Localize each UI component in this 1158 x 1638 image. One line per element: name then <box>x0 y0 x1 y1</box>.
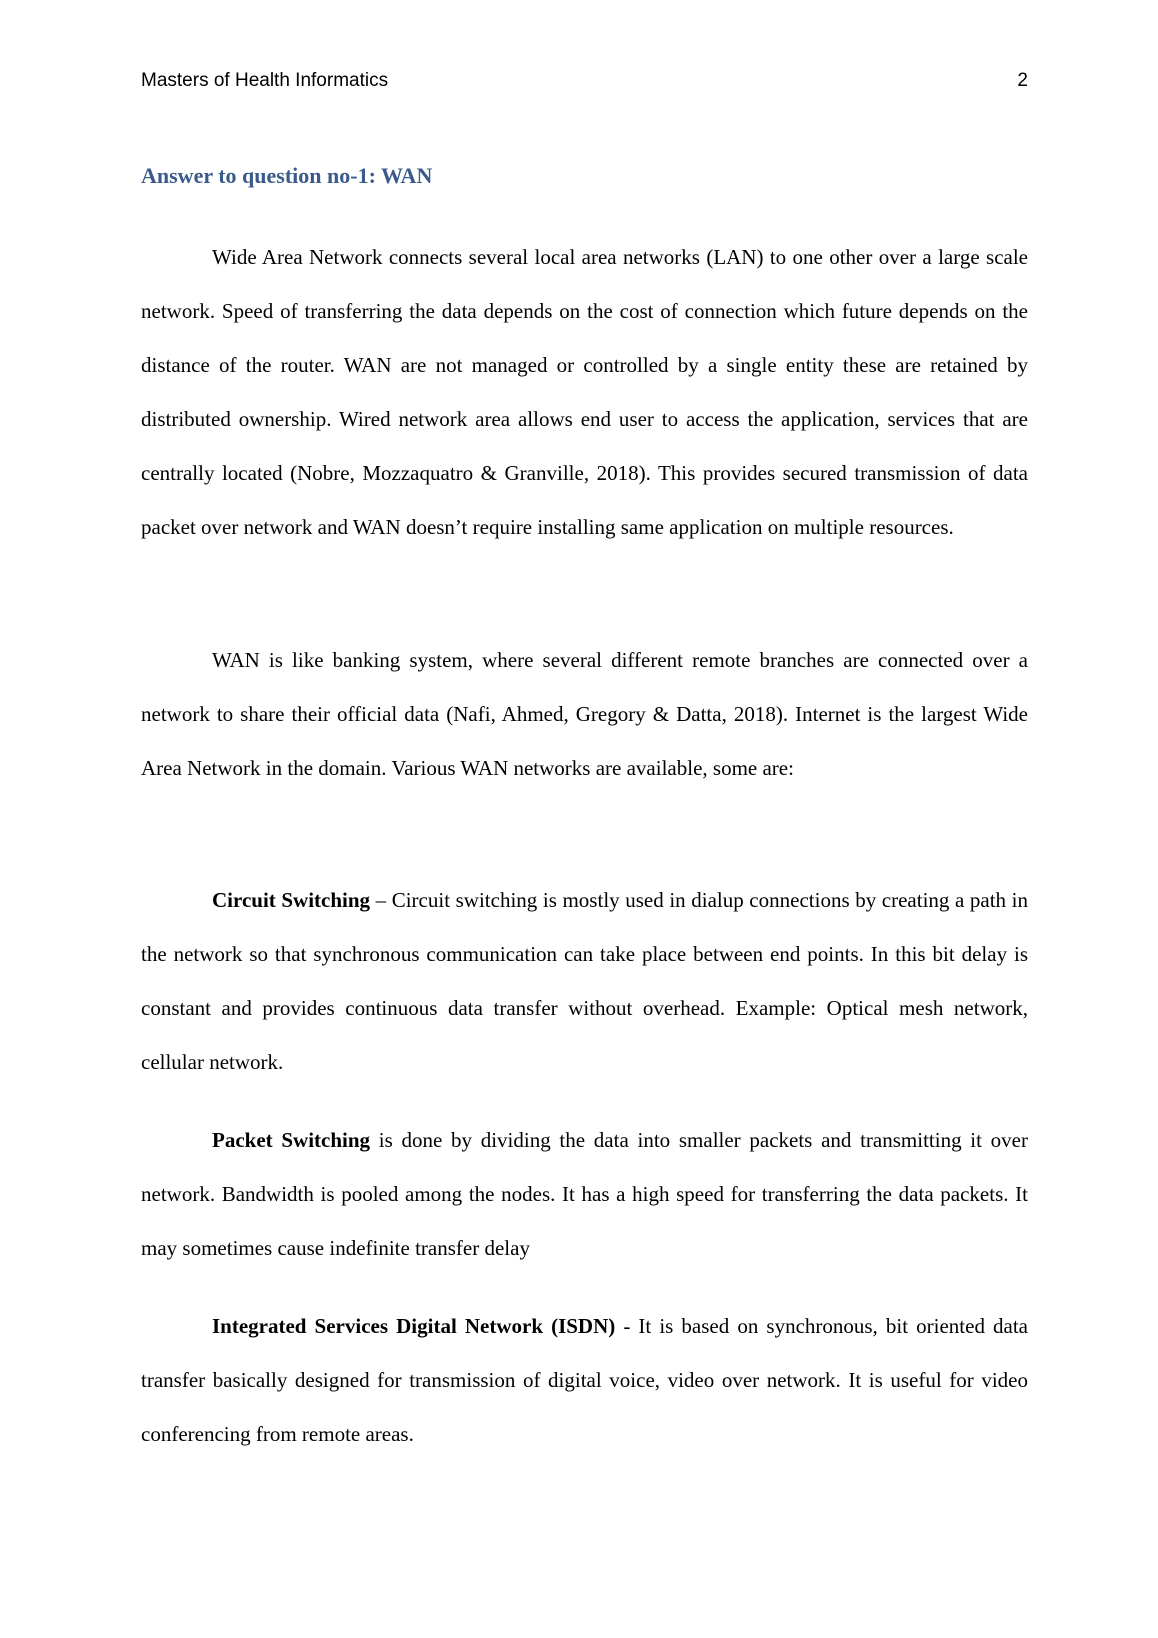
running-header <box>141 70 1028 96</box>
paragraph-isdn <box>141 1299 1028 1461</box>
paragraph-wan-definition: Wide Area Network connects several local area networks (LAN) to one other over a large scale network. Speed of transferring the data depends on the cost of connection which future depends on the distance of the router. WAN are not managed or controlled by a single entity these are retained by distributed ownership. Wired network area allows end user to access the application, services that are centrally located (Nobre, Mozzaquatro & Granville, 2018). This provides secured transmission of data packet over network and WAN doesn’t require installing same application on multiple resources. <box>141 245 1028 539</box>
isdn-text: - It is based on synchronous, bit oriented data transfer basically designed for transmission of digital voice, video over network. It is useful for video conferencing from remote areas. <box>141 1314 1029 1446</box>
paragraph-circuit-switching <box>141 873 1028 1089</box>
paragraph-wan-example: WAN is like banking system, where several different remote branches are connected over a network to share their official data (Nafi, Ahmed, Gregory & Datta, 2018). Internet is the largest Wide Area Network in the domain. Various WAN networks are available, some are: <box>141 648 1028 780</box>
term-isdn: Integrated Services Digital Network (ISDN) <box>212 1314 616 1338</box>
term-packet-switching: Packet Switching <box>212 1128 371 1152</box>
paragraph-packet-switching <box>141 1113 1028 1275</box>
header-title: Masters of Health Informatics <box>141 70 389 91</box>
circuit-switching-text: – Circuit switching is mostly used in dialup connections by creating a path in the network so that synchronous communication can take place between end points. In this bit delay is constant and provides continuous data transfer without overhead. Example: Optical mesh network, cellular network. <box>141 888 1028 1074</box>
packet-switching-text: is done by dividing the data into smaller packets and transmitting it over network. Bandwidth is pooled among the nodes. It has a high speed for transferring the data packets. It may sometimes cause indefinite transfer delay <box>141 1128 1028 1260</box>
section-heading: Answer to question no-1: WAN <box>141 163 433 188</box>
term-circuit-switching: Circuit Switching <box>212 888 371 912</box>
page-number: 2 <box>1017 70 1028 91</box>
